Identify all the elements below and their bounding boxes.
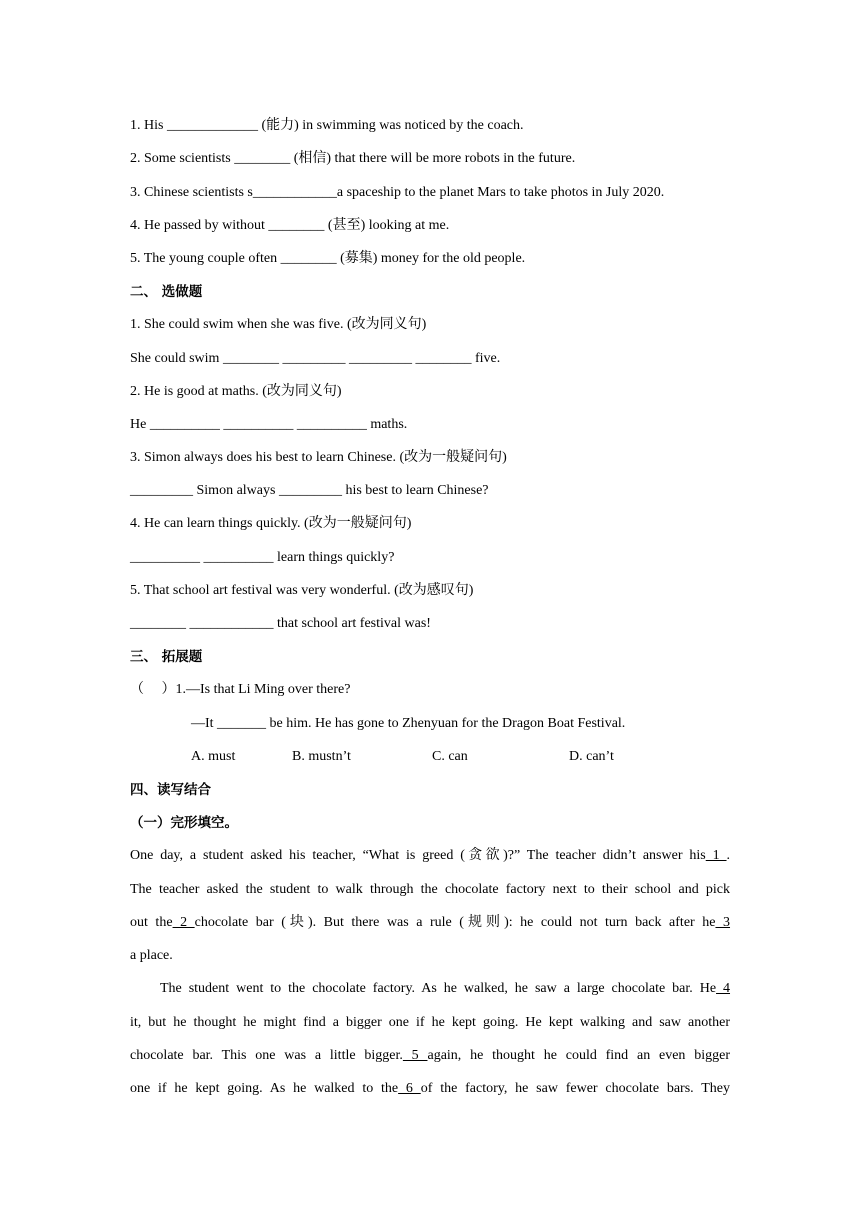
- s1-item-1: 1. His _____________ (能力) in swimming was noticed by the coach.: [130, 118, 524, 133]
- s1-item-2: 2. Some scientists ________ (相信) that there will be more robots in the future.: [130, 151, 576, 166]
- s3-response: —It _______ be him. He has gone to Zhenyuan for the Dragon Boat Festival.: [191, 716, 626, 731]
- s1-item-3: 3. Chinese scientists s____________a spaceship to the planet Mars to take photos in July 2020.: [130, 185, 665, 200]
- s2-q5-answer: ________ ____________ that school art festival was!: [130, 616, 431, 631]
- s3-option-b: B. mustn’t: [292, 749, 351, 764]
- section-3-heading: 三、 拓展题: [130, 649, 203, 665]
- s2-q3: 3. Simon always does his best to learn Chinese. (改为一般疑问句): [130, 450, 507, 465]
- blank-4: 4: [716, 981, 731, 996]
- s3-option-d: D. can’t: [569, 749, 614, 764]
- p2-line-1: The student went to the chocolate factory. As he walked, he saw a large chocolate bar. He 4: [160, 981, 731, 996]
- section-4-heading: 四、读写结合: [130, 782, 211, 798]
- blank-6: 6: [398, 1081, 421, 1096]
- s2-q2: 2. He is good at maths. (改为同义句): [130, 384, 342, 399]
- s2-q5: 5. That school art festival was very wonderful. (改为感叹句): [130, 583, 474, 598]
- p2-line-2: it, but he thought he might find a bigger one if he kept going. He kept walking and saw another: [130, 1015, 730, 1030]
- p1-line-2: The teacher asked the student to walk through the chocolate factory next to their school and pick: [130, 882, 730, 897]
- s2-q1-answer: She could swim ________ _________ _________ ________ five.: [130, 351, 501, 366]
- p2-line-4: one if he kept going. As he walked to the 6 of the factory, he saw fewer chocolate bars. They: [130, 1081, 730, 1096]
- section-2-heading: 二、 选做题: [130, 284, 203, 300]
- blank-5: 5: [402, 1048, 428, 1063]
- s2-q1: 1. She could swim when she was five. (改为同义句): [130, 317, 427, 332]
- s2-q4-answer: __________ __________ learn things quickly?: [130, 550, 395, 565]
- section-4-subheading: （一）完形填空。: [130, 815, 238, 831]
- s1-item-4: 4. He passed by without ________ (甚至) looking at me.: [130, 218, 450, 233]
- p2-line-3: chocolate bar. This one was a little bigger. 5 again, he thought he could find an even bigger: [130, 1048, 731, 1063]
- p1-line-4: a place.: [130, 948, 173, 963]
- s2-q2-answer: He __________ __________ __________ maths.: [130, 417, 408, 432]
- blank-1: 1: [705, 848, 727, 863]
- s1-item-5: 5. The young couple often ________ (募集) money for the old people.: [130, 251, 526, 266]
- p1-line-1: One day, a student asked his teacher, “What is greed (贪欲)?” The teacher didn’t answer his 1 .: [130, 848, 731, 863]
- s3-option-a: A. must: [191, 749, 236, 764]
- s3-option-c: C. can: [432, 749, 468, 764]
- blank-2: 2: [172, 915, 195, 930]
- blank-3: 3: [715, 915, 731, 930]
- s2-q3-answer: _________ Simon always _________ his best to learn Chinese?: [130, 483, 489, 498]
- s2-q4: 4. He can learn things quickly. (改为一般疑问句): [130, 516, 412, 531]
- s3-question: （ ）1.—Is that Li Ming over there?: [130, 682, 351, 697]
- p1-line-3: out the 2 chocolate bar (块). But there was a rule (规则): he could not turn back after he 3: [130, 915, 731, 930]
